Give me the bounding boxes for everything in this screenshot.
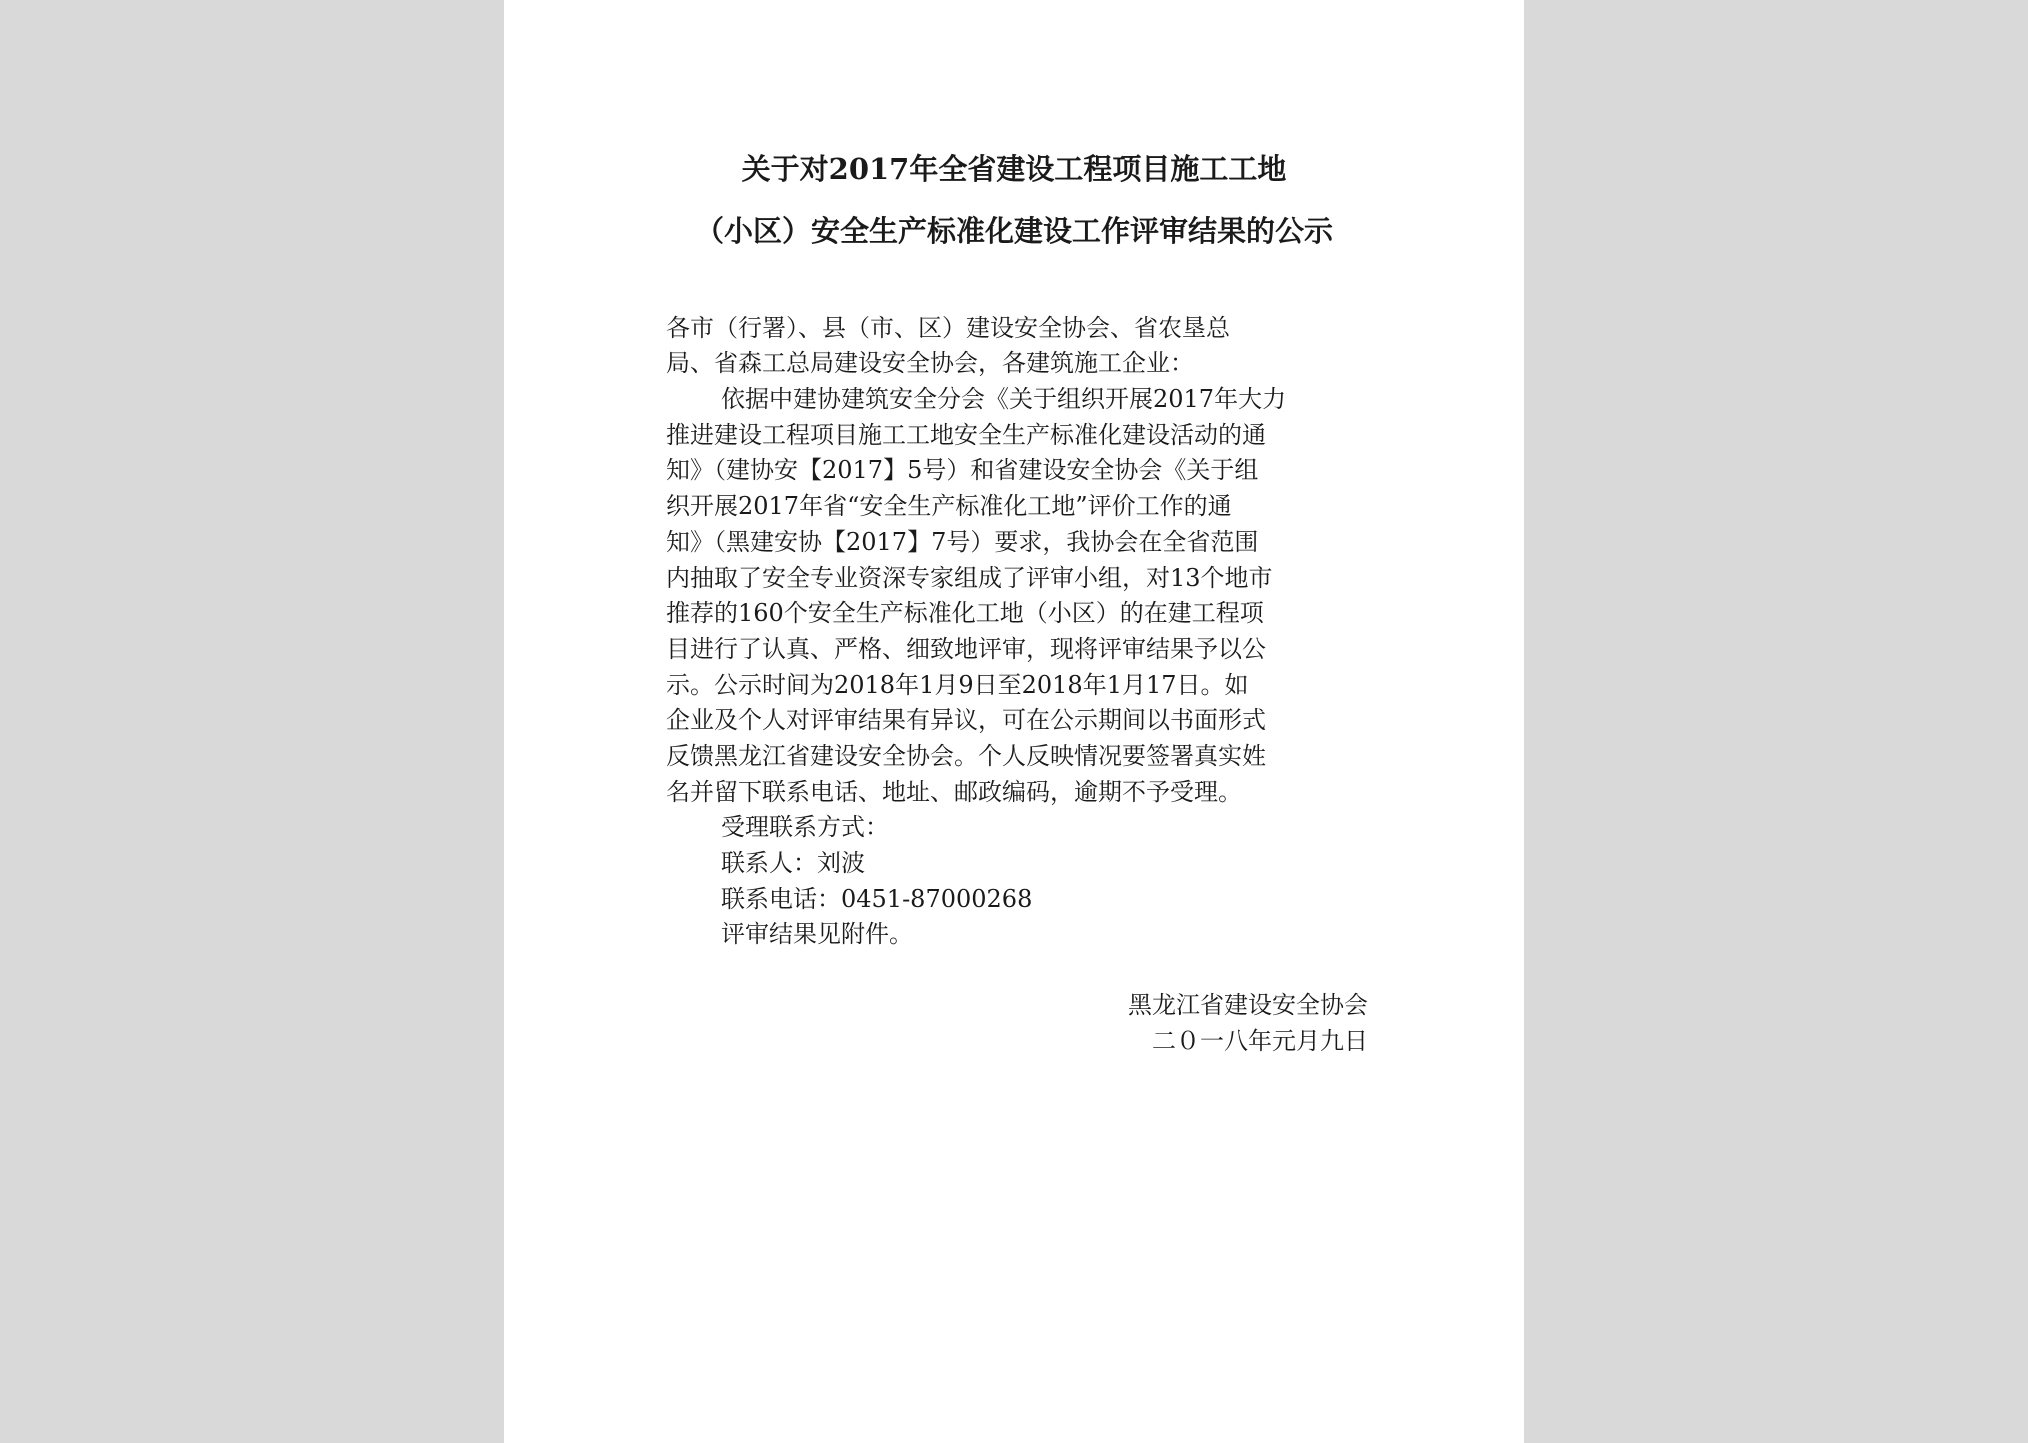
document-title-line-1: 关于对2017年全省建设工程项目施工工地: [741, 152, 1287, 186]
paragraph-line: 企业及个人对评审结果有异议，可在公示期间以书面形式: [666, 706, 1266, 734]
addressee-line-1: 各市（行署）、县（市、区）建设安全协会、省农垦总: [666, 314, 1230, 342]
paragraph-line: 依据中建协建筑安全分会《关于组织开展2017年大力: [721, 385, 1287, 413]
contact-person: 联系人：刘波: [721, 849, 865, 877]
contact-phone: 联系电话：0451-87000268: [721, 885, 1033, 913]
document-page: [504, 0, 1524, 1443]
attachment-note: 评审结果见附件。: [721, 920, 913, 948]
paragraph-line: 反馈黑龙江省建设安全协会。个人反映情况要签署真实姓: [666, 742, 1266, 770]
contact-heading: 受理联系方式：: [721, 813, 889, 841]
paragraph-line: 目进行了认真、严格、细致地评审，现将评审结果予以公: [666, 635, 1266, 663]
paragraph-line: 知》（黑建安协【2017】7号）要求，我协会在全省范围: [666, 528, 1259, 556]
paragraph-line: 知》（建协安【2017】5号）和省建设安全协会《关于组: [666, 456, 1259, 484]
paragraph-line: 织开展2017年省“安全生产标准化工地”评价工作的通: [666, 492, 1232, 520]
paragraph-line: 推进建设工程项目施工工地安全生产标准化建设活动的通: [666, 421, 1266, 449]
signature-date: 二０一八年元月九日: [1152, 1027, 1368, 1055]
paragraph-line: 名并留下联系电话、地址、邮政编码，逾期不予受理。: [666, 778, 1242, 806]
paragraph-line: 内抽取了安全专业资深专家组成了评审小组，对13个地市: [666, 564, 1273, 592]
addressee-line-2: 局、省森工总局建设安全协会，各建筑施工企业：: [666, 349, 1194, 377]
paragraph-line: 示。公示时间为2018年1月9日至2018年1月17日。如: [666, 671, 1249, 699]
signature-organization: 黑龙江省建设安全协会: [1128, 991, 1368, 1019]
document-title-line-2: （小区）安全生产标准化建设工作评审结果的公示: [694, 214, 1333, 248]
paragraph-line: 推荐的160个安全生产标准化工地（小区）的在建工程项: [666, 599, 1264, 627]
